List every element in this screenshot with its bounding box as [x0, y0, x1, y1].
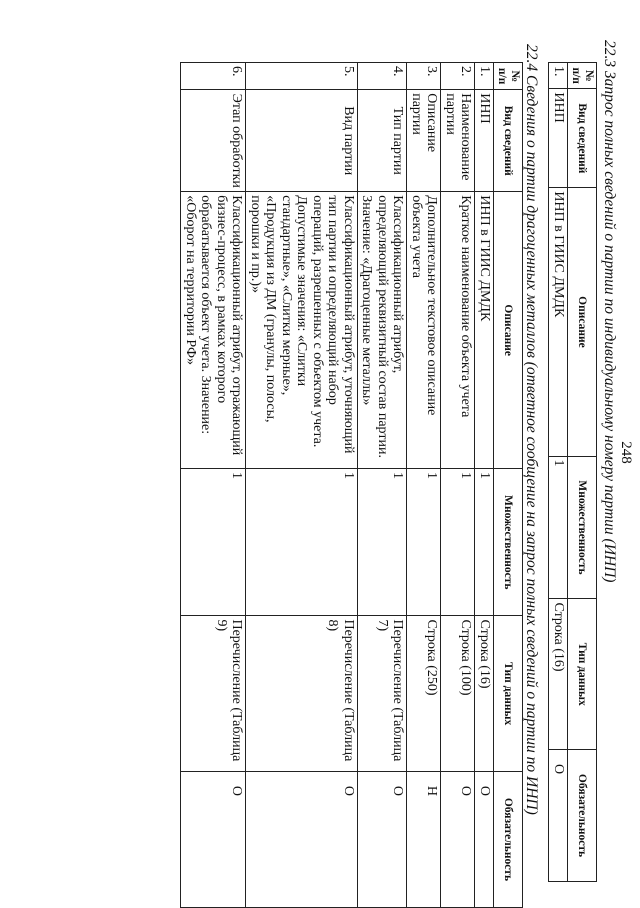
cell-name: Наименование партии — [441, 90, 475, 192]
header-req: Обязательность — [494, 771, 523, 907]
header-desc: Описание — [494, 192, 523, 469]
cell-name: Описание партии — [407, 90, 441, 192]
table-header-row — [568, 63, 597, 882]
cell-num: 6. — [181, 63, 246, 90]
cell-mult: 1 — [549, 456, 568, 599]
cell-desc: ИНП в ГИИС ДМДК — [475, 192, 494, 469]
table-row — [358, 63, 408, 908]
cell-type: Строка (250) — [407, 616, 441, 771]
table-header-row — [494, 63, 523, 908]
cell-mult: 1 — [407, 469, 441, 616]
table-row — [549, 63, 568, 882]
table-row — [246, 63, 358, 908]
cell-num: 1. — [475, 63, 494, 90]
cell-req: О — [475, 771, 494, 907]
cell-num: 5. — [246, 63, 358, 90]
cell-mult: 1 — [181, 469, 246, 616]
header-type: Тип данных — [494, 616, 523, 771]
cell-req: О — [181, 771, 246, 907]
cell-type: Перечисление (Таблица 9) — [181, 616, 246, 771]
cell-req: Н — [407, 771, 441, 907]
cell-name: Тип партии — [358, 90, 408, 192]
cell-num: 1. — [549, 63, 568, 89]
page-number: 248 — [618, 441, 634, 464]
header-desc: Описание — [568, 188, 597, 456]
cell-type: Строка (16) — [549, 599, 568, 750]
section-title-22-3: 22.3 Запрос полных сведений о партии по индивидуальному номеру партии (ИНП) — [601, 40, 618, 583]
cell-num: 2. — [441, 63, 475, 90]
cell-mult: 1 — [246, 469, 358, 616]
cell-type: Перечисление (Таблица 8) — [246, 616, 358, 771]
header-name: Вид сведений — [494, 90, 523, 192]
cell-desc: Классификационный атрибут, отражающий бизнес-процесс, в рамках которого обрабатывается объект учета. Значение: «Оборот на территории РФ» — [181, 192, 246, 469]
query-table — [549, 62, 598, 882]
cell-type: Перечисление (Таблица 7) — [358, 616, 408, 771]
cell-mult: 1 — [358, 469, 408, 616]
table-row — [475, 63, 494, 908]
header-req: Обязательность — [568, 750, 597, 882]
cell-type: Строка (100) — [441, 616, 475, 771]
header-num: № п/п — [568, 63, 597, 89]
cell-name: ИНП — [549, 89, 568, 188]
cell-desc: ИНП в ГИИС ДМДК — [549, 188, 568, 456]
header-mult: Множественность — [568, 456, 597, 599]
cell-desc: Классификационный атрибут, определяющий реквизитный состав партии. Значение: «Драгоценные металлы» — [358, 192, 408, 469]
cell-req: О — [549, 750, 568, 882]
cell-num: 3. — [407, 63, 441, 90]
cell-req: О — [441, 771, 475, 907]
cell-desc: Дополнительное текстовое описание объекта учета — [407, 192, 441, 469]
cell-req: О — [358, 771, 408, 907]
header-mult: Множественность — [494, 469, 523, 616]
cell-type: Строка (16) — [475, 616, 494, 771]
cell-desc: Краткое наименование объекта учета — [441, 192, 475, 469]
section-title-22-4: 22.4 Сведения о партии драгоценных металлов (ответное сообщение на запрос полных сведений о партии по ИНП) — [523, 44, 540, 815]
cell-name: Этап обработки — [181, 90, 246, 192]
cell-mult: 1 — [441, 469, 475, 616]
cell-req: О — [246, 771, 358, 907]
header-num: № п/п — [494, 63, 523, 90]
header-name: Вид сведений — [568, 89, 597, 188]
cell-name: Вид партии — [246, 90, 358, 192]
cell-mult: 1 — [475, 469, 494, 616]
cell-desc: Классификационный атрибут, уточняющий тип партии и определяющий набор операций, разрешенных с объектом учета. Допустимые значения: «Слитки стандартные», «Слитки мерные», «Продукция из ДМ (гранулы, полосы, порошки и пр.)» — [246, 192, 358, 469]
cell-name: ИНП — [475, 90, 494, 192]
header-type: Тип данных — [568, 599, 597, 750]
table-row — [181, 63, 246, 908]
table-row — [407, 63, 441, 908]
cell-num: 4. — [358, 63, 408, 90]
table-row — [441, 63, 475, 908]
response-table — [181, 62, 524, 908]
